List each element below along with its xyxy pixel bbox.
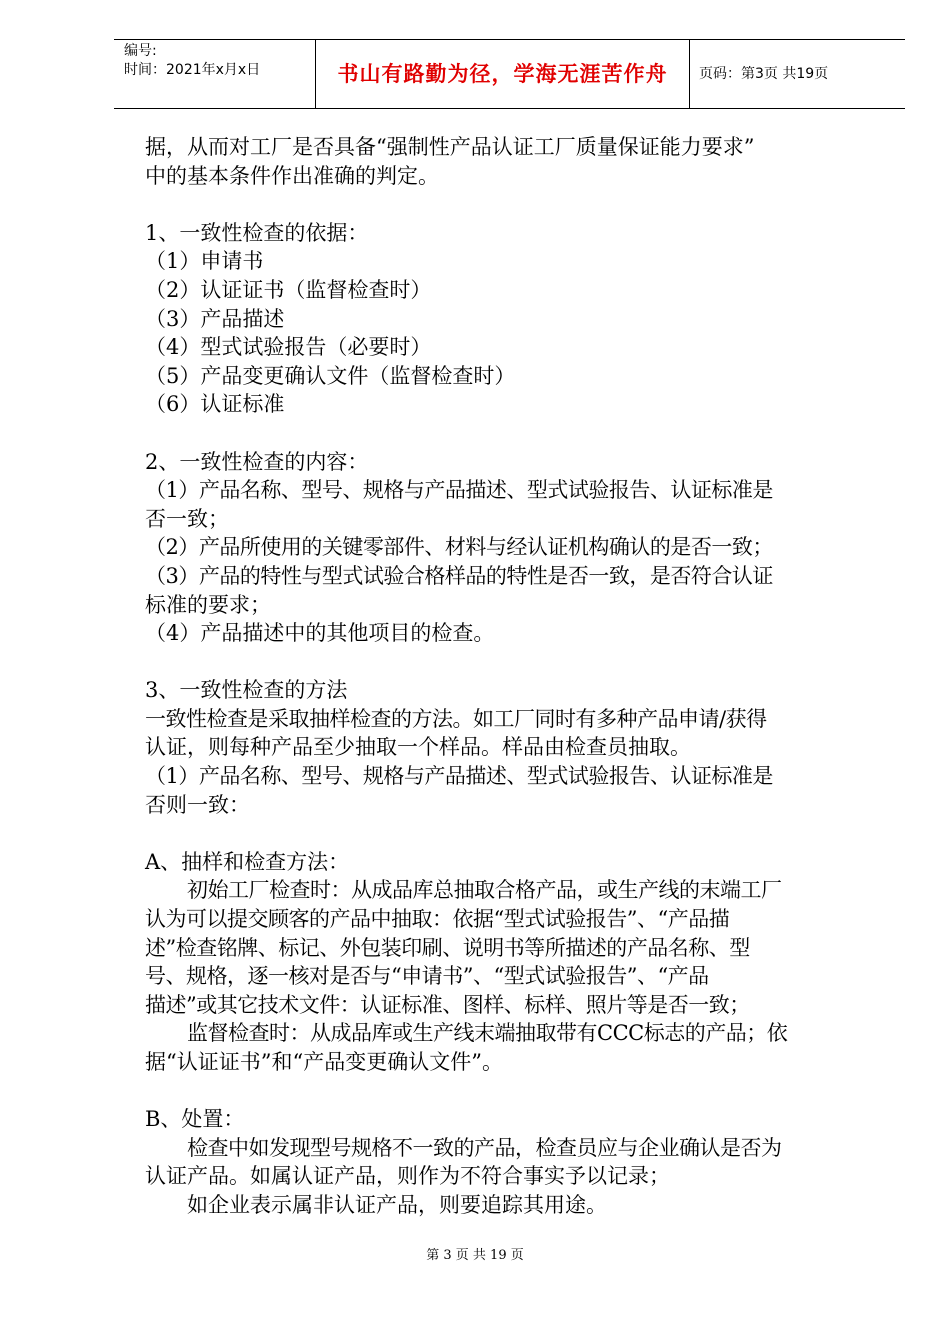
paragraph-line: 号、规格，逐一核对是否与“申请书”、“型式试验报告”、“产品: [145, 964, 709, 989]
list-item: （2）产品所使用的关键零部件、材料与经认证机构确认的是否一致；: [145, 535, 773, 560]
page-footer: 第 3 页 共 19 页: [426, 1248, 524, 1263]
blank-line: [145, 1077, 875, 1106]
list-item: （1）产品名称、型号、规格与产品描述、型式试验报告、认证标准是: [145, 478, 773, 503]
paragraph-line: 据“认证证书”和“产品变更确认文件”。: [145, 1050, 503, 1074]
subsection-heading: B、处置：: [145, 1107, 245, 1132]
list-item: （1）产品名称、型号、规格与产品描述、型式试验报告、认证标准是: [145, 764, 773, 789]
list-item: （3）产品的特性与型式试验合格样品的特性是否一致，是否符合认证: [145, 563, 773, 588]
list-item: （1）申请书: [145, 249, 264, 274]
header-motto: 书山有路勤为径，学海无涯苦作舟: [316, 40, 690, 108]
paragraph-line: 中的基本条件作出准确的判定。: [145, 163, 439, 188]
list-item-continued: 否则一致：: [145, 792, 250, 817]
list-item: （6）认证标准: [145, 392, 285, 417]
header-page-number: 页码：第3页 共19页: [699, 66, 829, 82]
list-item: （4）型式试验报告（必要时）: [145, 335, 432, 360]
paragraph-line: 一致性检查是采取抽样检查的方法。如工厂同时有多种产品申请/获得: [145, 706, 767, 731]
subsection-heading: A、抽样和检查方法：: [145, 849, 350, 874]
paragraph-line: 监督检查时：从成品库或生产线末端抽取带有CCC标志的产品；依: [187, 1021, 788, 1046]
blank-line: [145, 419, 875, 448]
paragraph-line: 描述”或其它技术文件：认证标准、图样、标样、照片等是否一致；: [145, 992, 750, 1017]
list-item-continued: 否一致；: [145, 506, 229, 531]
page-header: [114, 39, 905, 109]
list-item: （4）产品描述中的其他项目的检查。: [145, 621, 495, 646]
header-meta-cell: [114, 40, 316, 108]
paragraph-line: 认证产品。如属认证产品，则作为不符合事实予以记录；: [145, 1164, 670, 1189]
document-time-label: 时间：2021年x月x日: [124, 62, 261, 78]
paragraph-line: 认为可以提交顾客的产品中抽取：依据“型式试验报告”、“产品描: [145, 907, 730, 932]
document-number-label: 编号:: [124, 43, 157, 59]
list-item: （2）认证证书（监督检查时）: [145, 277, 432, 302]
blank-line: [145, 648, 875, 677]
list-item: （5）产品变更确认文件（监督检查时）: [145, 363, 516, 388]
paragraph-line: 初始工厂检查时：从成品库总抽取合格产品，或生产线的末端工厂: [187, 878, 782, 903]
blank-line: [145, 190, 875, 219]
blank-line: [145, 819, 875, 848]
section-heading: 2、一致性检查的内容：: [145, 449, 369, 474]
list-item: （3）产品描述: [145, 306, 285, 331]
paragraph-line: 检查中如发现型号规格不一致的产品，检查员应与企业确认是否为: [187, 1135, 782, 1160]
document-body: [145, 133, 875, 1220]
paragraph-line: 认证，则每种产品至少抽取一个样品。样品由检查员抽取。: [145, 735, 691, 760]
paragraph-line: 据，从而对工厂是否具备“强制性产品认证工厂质量保证能力要求”: [145, 135, 755, 159]
paragraph-line: 述”检查铭牌、标记、外包装印刷、说明书等所描述的产品名称、型: [145, 935, 750, 960]
paragraph-line: 如企业表示属非认证产品，则要追踪其用途。: [187, 1192, 607, 1217]
section-heading: 1、一致性检查的依据：: [145, 220, 369, 245]
list-item-continued: 标准的要求；: [145, 592, 271, 617]
section-heading: 3、一致性检查的方法: [145, 678, 348, 703]
